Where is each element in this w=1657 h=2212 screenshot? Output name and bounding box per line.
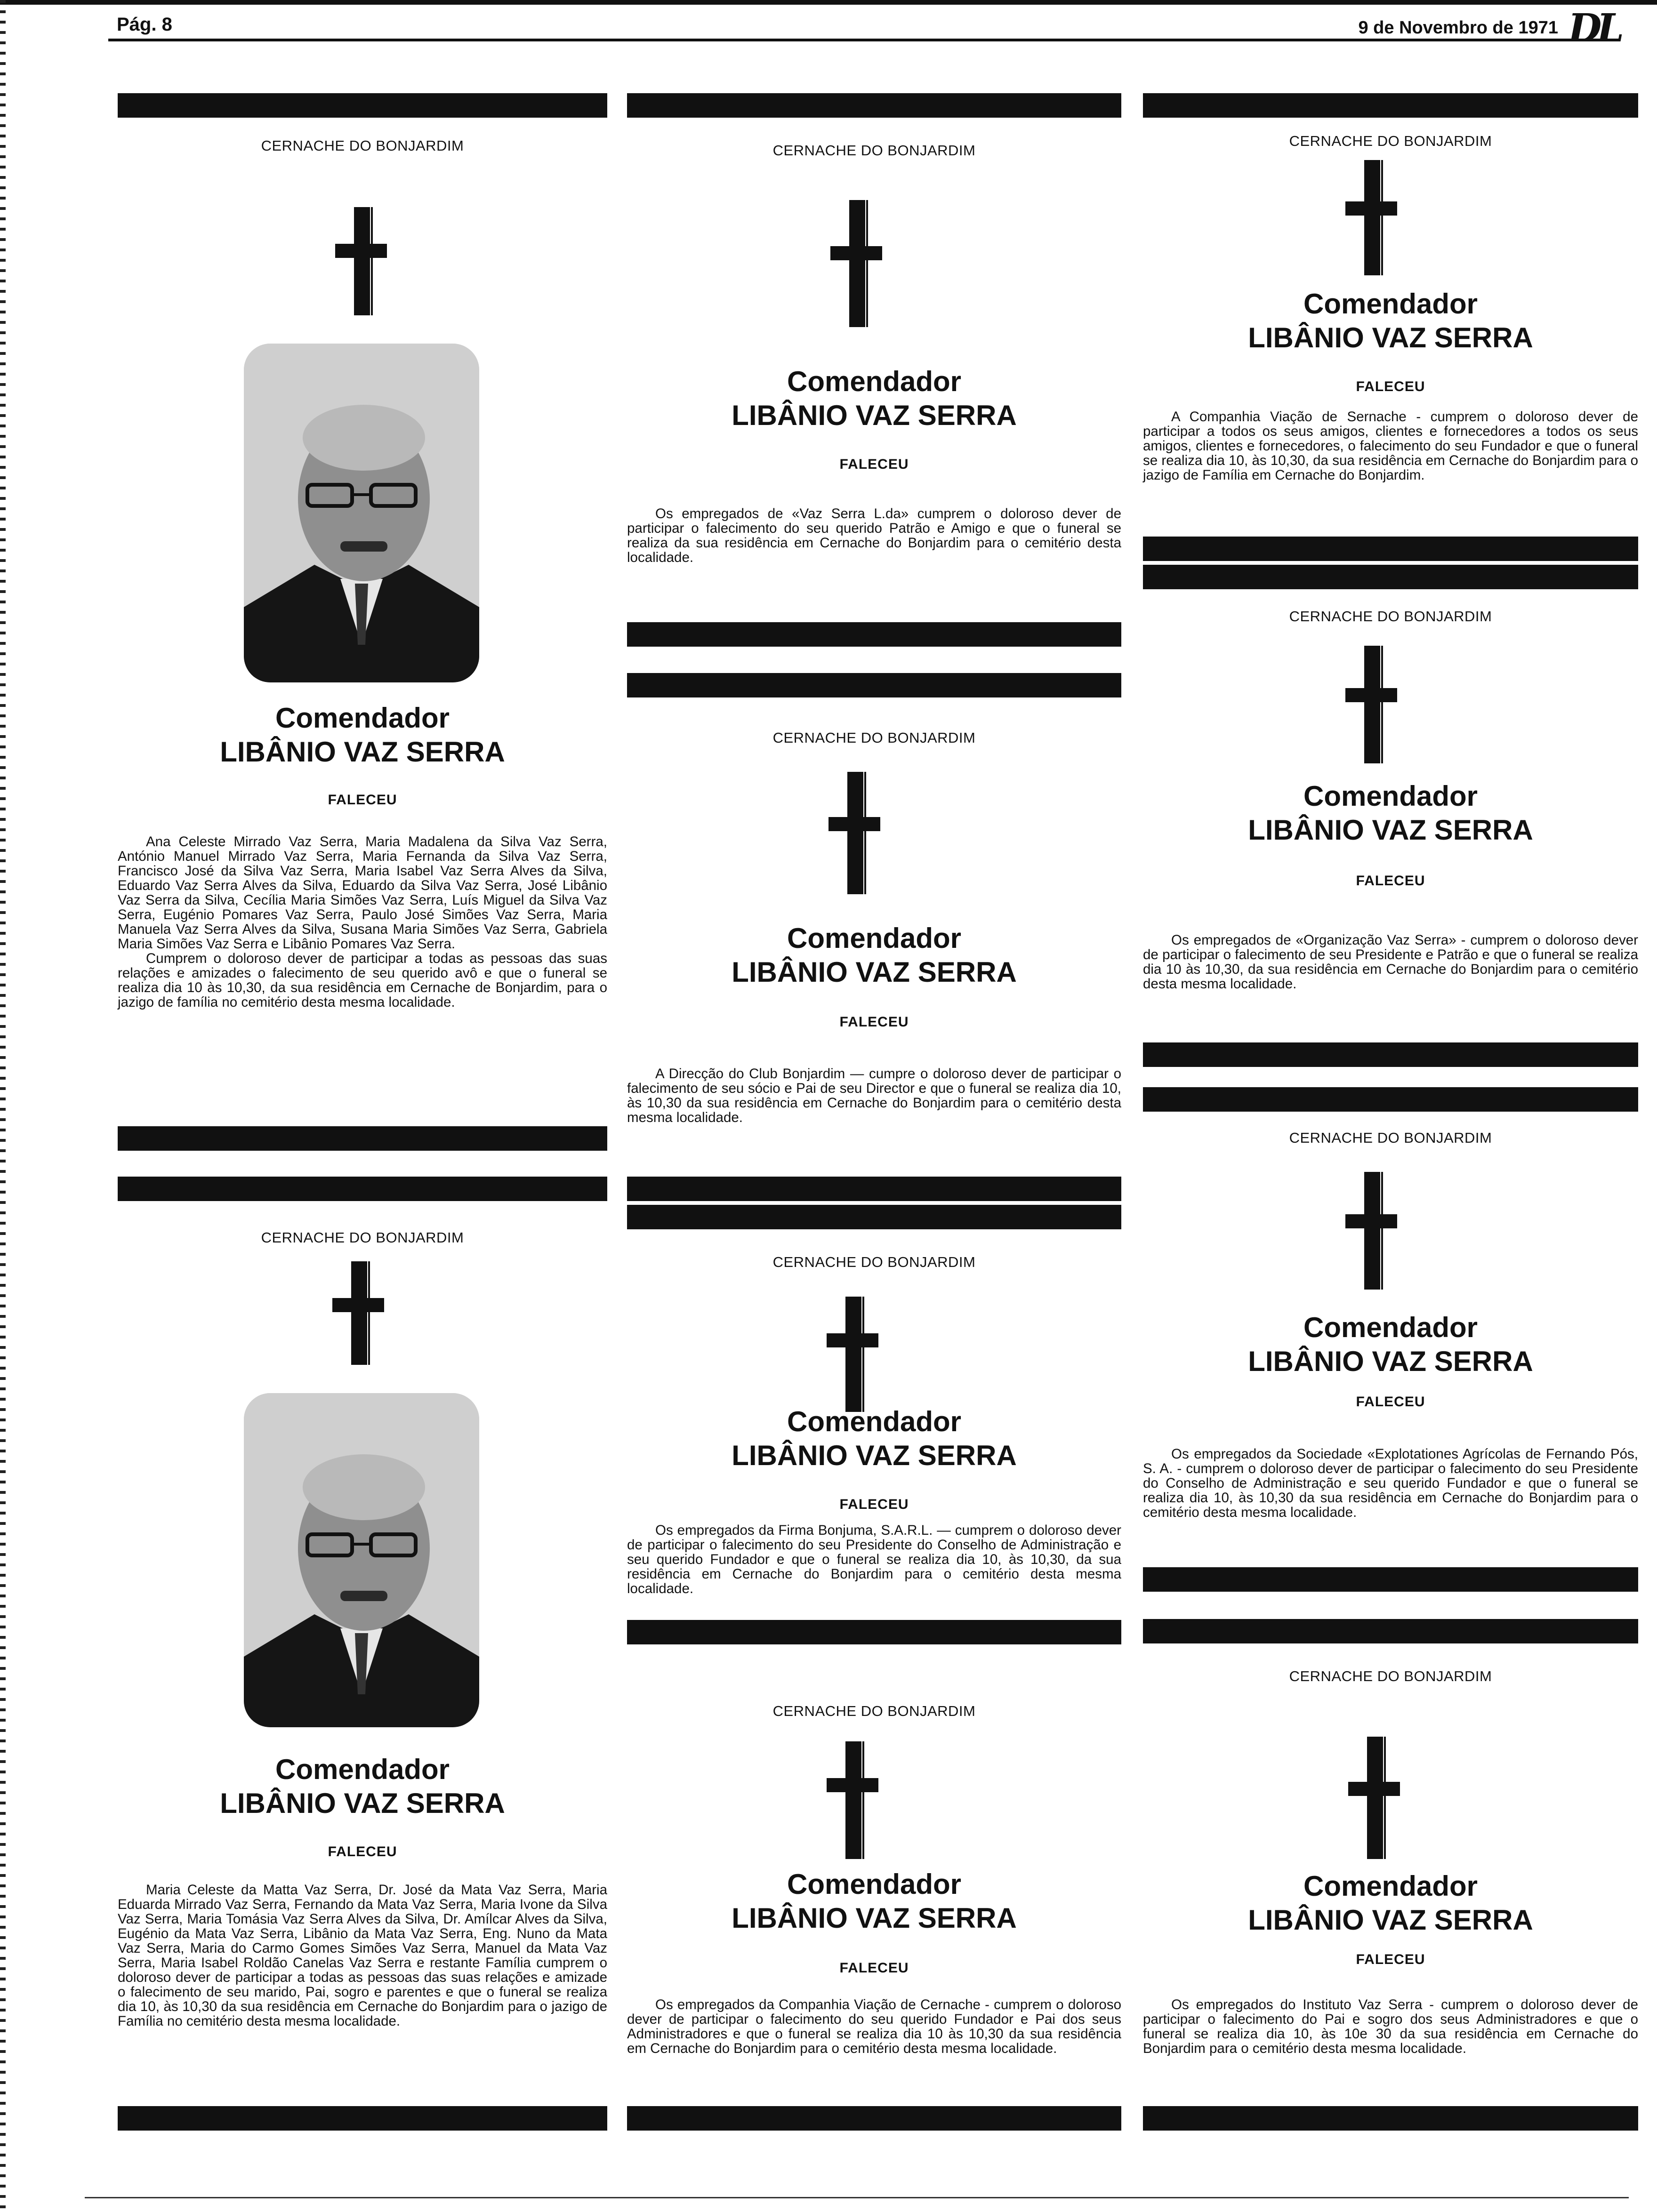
- notice-place: CERNACHE DO BONJARDIM: [1289, 1130, 1492, 1146]
- notice-paragraph: Maria Celeste da Matta Vaz Serra, Dr. José da Mata Vaz Serra, Maria Eduarda Mirrado Vaz Serra, Fernando da Mata Vaz Serra, Maria Ivone da Silva Vaz Serra, Maria Tomásia Vaz Serra Alves da Silva, Dr. Amílcar Alves da Silva, Eugénio da Mata Vaz Serra, Libânio da Mata Vaz Serra, Eng. Nuno da Mata Vaz Serra, Maria do Carmo Gomes Simões Vaz Serra, Manuel da Mata Vaz Serra, Maria Isabel Roldão Canelas Vaz Serra e restante Família cumprem o doloroso dever de participar a todas as pessoas das suas relações e amizade o falecimento de seu marido, Pai, sogro e parentes e que o funeral se realiza dia 10, às 10,30 da sua residência em Cernache do Bonjardim para o jazigo de Família no cemitério desta mesma localidade.: [118, 1882, 607, 2029]
- notice-place: CERNACHE DO BONJARDIM: [1289, 608, 1492, 625]
- black-rule: [627, 93, 1121, 118]
- notice-text: [118, 1883, 607, 2028]
- notice-paragraph: Os empregados do Instituto Vaz Serra - cumprem o doloroso dever de participar o falecimento do Pai e sogro dos seus Administradores e que o funeral se realiza dia 10, às 10e 30 da sua residência em Cernache do Bonjardim para o cemitério desta mesma localidade.: [1143, 1997, 1638, 2056]
- notice-place: CERNACHE DO BONJARDIM: [1289, 133, 1492, 149]
- notice-paragraph: Os empregados da Companhia Viação de Cernache - cumprem o doloroso dever de participar o falecimento do seu querido Fundador e Pai dos seus Administradores e que o funeral se realiza dia 10 às 10,30 da sua residência em Cernache do Bonjardim para o cemitério desta mesma localidade.: [627, 1997, 1121, 2056]
- cross-icon: [335, 207, 387, 315]
- cross-icon: [830, 200, 882, 327]
- notice-title: [118, 1753, 607, 1820]
- issue-date: 9 de Novembro de 1971: [1358, 18, 1558, 38]
- notice-paragraph: Ana Celeste Mirrado Vaz Serra, Maria Madalena da Silva Vaz Serra, António Manuel Mirrado Vaz Serra, Maria Fernanda da Silva Vaz Serra, Francisco José da Silva Vaz Serra, Maria Isabel Vaz Serra Alves da Silva, Eduardo Vaz Serra Alves da Silva, Eduardo da Silva Vaz Serra, José Libânio Vaz Serra da Silva, Cecília Maria Simões Vaz Serra, Luís Miguel da Silva Vaz Serra, Eugénio Pomares Vaz Serra, Paulo José Simões Vaz Serra, Maria Manuela Vaz Serra Alves da Silva, Susana Maria Simões Vaz Serra, Gabriela Maria Simões Vaz Serra e Libânio Pomares Vaz Serra.: [118, 834, 607, 952]
- title-name: LIBÂNIO VAZ SERRA: [1248, 814, 1533, 846]
- cross-icon: [1345, 646, 1397, 763]
- black-rule: [118, 2106, 607, 2131]
- notice-text: [1143, 1997, 1638, 2056]
- notice-text: [1143, 409, 1638, 482]
- title-name: LIBÂNIO VAZ SERRA: [732, 956, 1017, 988]
- notice-paragraph: Os empregados da Sociedade «Explotationes Agrícolas de Fernando Pós, S. A. - cumprem o doloroso dever de participar o falecimento do seu Presidente do Conselho de Administração e seu querido Fundador e que o funeral se realiza dia 10, às 10,30 da sua residência em Cernache do Bonjardim para o cemitério desta mesma localidade.: [1143, 1446, 1638, 1520]
- page-number: Pág. 8: [117, 14, 172, 35]
- cross-icon: [332, 1261, 384, 1365]
- black-rule: [627, 622, 1121, 647]
- cross-icon: [1345, 1172, 1397, 1290]
- notice-paragraph: Cumprem o doloroso dever de participar a todas as pessoas das suas relações e amizades o falecimento de seu querido avô e que o funeral se realiza dia 10 às 10,30, da sua residência em Cernache de Bonjardim, para o jazigo de família no cemitério desta mesma localidade.: [118, 951, 607, 1010]
- faleceu-label: FALECEU: [839, 1497, 909, 1512]
- notice-text: [118, 834, 607, 1010]
- title-honorific: Comendador: [787, 366, 962, 397]
- notice-paragraph: Os empregados da Firma Bonjuma, S.A.R.L. — cumprem o doloroso dever de participar o falecimento do seu Presidente do Conselho de Administração e seu querido Fundador e que o funeral se realiza dia 10, às 10,30, da sua residência em Cernache do Bonjardim para o cemitério desta mesma localidade.: [627, 1523, 1121, 1596]
- black-rule: [627, 1620, 1121, 1644]
- faleceu-label: FALECEU: [1356, 873, 1425, 889]
- faleceu-label: FALECEU: [1356, 379, 1425, 394]
- notice-title: [627, 365, 1121, 433]
- notice-paragraph: Os empregados de «Organização Vaz Serra» - cumprem o doloroso dever de participar o falecimento de seu Presidente e Patrão e que o funeral se realiza dia 10 às 10,30, da sua residência em Cernache do Bonjardim para o cemitério desta mesma localidade.: [1143, 932, 1638, 992]
- notice-place: CERNACHE DO BONJARDIM: [261, 137, 464, 154]
- cross-icon: [1345, 160, 1397, 275]
- faleceu-label: FALECEU: [839, 457, 909, 472]
- black-rule: [627, 1177, 1121, 1201]
- notice-text: [627, 1997, 1121, 2056]
- title-honorific: Comendador: [787, 922, 962, 954]
- black-rule: [118, 1177, 607, 1201]
- notice-title: [1143, 287, 1638, 355]
- title-name: LIBÂNIO VAZ SERRA: [732, 400, 1017, 431]
- black-rule: [1143, 2106, 1638, 2131]
- notice-title: [627, 1867, 1121, 1935]
- black-rule: [627, 2106, 1121, 2131]
- bottom-rule: [85, 2197, 1629, 2198]
- faleceu-label: FALECEU: [328, 1844, 397, 1859]
- cross-icon: [1348, 1737, 1400, 1859]
- notice-title: [1143, 779, 1638, 847]
- title-honorific: Comendador: [1303, 288, 1478, 320]
- notice-text: [627, 1066, 1121, 1125]
- faleceu-label: FALECEU: [839, 1014, 909, 1030]
- cross-icon: [827, 1297, 878, 1412]
- title-name: LIBÂNIO VAZ SERRA: [1248, 322, 1533, 353]
- title-honorific: Comendador: [1303, 780, 1478, 812]
- notice-title: [627, 1405, 1121, 1473]
- title-honorific: Comendador: [787, 1406, 962, 1437]
- black-rule: [1143, 93, 1638, 118]
- title-name: LIBÂNIO VAZ SERRA: [220, 736, 505, 768]
- top-border: [0, 0, 1657, 5]
- title-name: LIBÂNIO VAZ SERRA: [732, 1440, 1017, 1471]
- cross-icon: [827, 1741, 878, 1859]
- page-header: [108, 6, 1619, 51]
- notice-paragraph: A Companhia Viação de Sernache - cumprem o doloroso dever de participar a todos os seus amigos, clientes e fornecedores a todos os seus amigos, clientes e fornecedores, o falecimento do seu Fundador e que o funeral se realiza dia 10, às 10,30, da sua residência em Cernache do Bonjardim para o jazigo de Família em Cernache do Bonjardim.: [1143, 409, 1638, 483]
- black-rule: [627, 673, 1121, 697]
- title-name: LIBÂNIO VAZ SERRA: [732, 1902, 1017, 1934]
- scan-edge: [0, 0, 6, 2212]
- notice-title: [118, 701, 607, 769]
- black-rule: [1143, 1042, 1638, 1067]
- black-rule: [118, 93, 607, 118]
- title-honorific: Comendador: [275, 1754, 450, 1785]
- notice-place: CERNACHE DO BONJARDIM: [772, 729, 976, 746]
- notice-place: CERNACHE DO BONJARDIM: [1289, 1668, 1492, 1684]
- title-name: LIBÂNIO VAZ SERRA: [1248, 1346, 1533, 1377]
- notice-place: CERNACHE DO BONJARDIM: [772, 1254, 976, 1270]
- black-rule: [1143, 537, 1638, 561]
- notice-place: CERNACHE DO BONJARDIM: [772, 1703, 976, 1719]
- faleceu-label: FALECEU: [1356, 1394, 1425, 1410]
- notice-place: CERNACHE DO BONJARDIM: [261, 1229, 464, 1246]
- black-rule: [627, 1205, 1121, 1229]
- portrait-photo: [244, 344, 479, 682]
- black-rule: [1143, 1619, 1638, 1643]
- notice-paragraph: Os empregados de «Vaz Serra L.da» cumprem o doloroso dever de participar o falecimento do seu querido Patrão e Amigo e que o funeral se realiza da sua residência em Cernache do Bonjardim para o cemitério desta localidade.: [627, 506, 1121, 565]
- faleceu-label: FALECEU: [328, 792, 397, 808]
- notice-title: [627, 922, 1121, 989]
- faleceu-label: FALECEU: [839, 1960, 909, 1976]
- title-name: LIBÂNIO VAZ SERRA: [1248, 1904, 1533, 1936]
- notice-paragraph: A Direcção do Club Bonjardim — cumpre o doloroso dever de participar o falecimento de seu sócio e Pai de seu Director e que o funeral se realiza dia 10, às 10,30 da sua residência em Cernache do Bonjardim para o cemitério desta mesma localidade.: [627, 1066, 1121, 1125]
- faleceu-label: FALECEU: [1356, 1952, 1425, 1967]
- notice-text: [1143, 933, 1638, 991]
- title-honorific: Comendador: [1303, 1312, 1478, 1343]
- notice-title: [1143, 1869, 1638, 1937]
- notice-text: [1143, 1447, 1638, 1520]
- notice-place: CERNACHE DO BONJARDIM: [772, 142, 976, 159]
- notice-text: [627, 506, 1121, 565]
- black-rule: [1143, 1567, 1638, 1592]
- title-honorific: Comendador: [275, 702, 450, 734]
- cross-icon: [828, 772, 880, 894]
- title-honorific: Comendador: [1303, 1870, 1478, 1902]
- notice-title: [1143, 1311, 1638, 1378]
- title-honorific: Comendador: [787, 1868, 962, 1900]
- notice-text: [627, 1523, 1121, 1596]
- title-name: LIBÂNIO VAZ SERRA: [220, 1787, 505, 1819]
- newspaper-logo: DL: [1568, 6, 1619, 51]
- portrait-photo: [244, 1393, 479, 1727]
- black-rule: [118, 1126, 607, 1151]
- black-rule: [1143, 565, 1638, 589]
- black-rule: [1143, 1087, 1638, 1112]
